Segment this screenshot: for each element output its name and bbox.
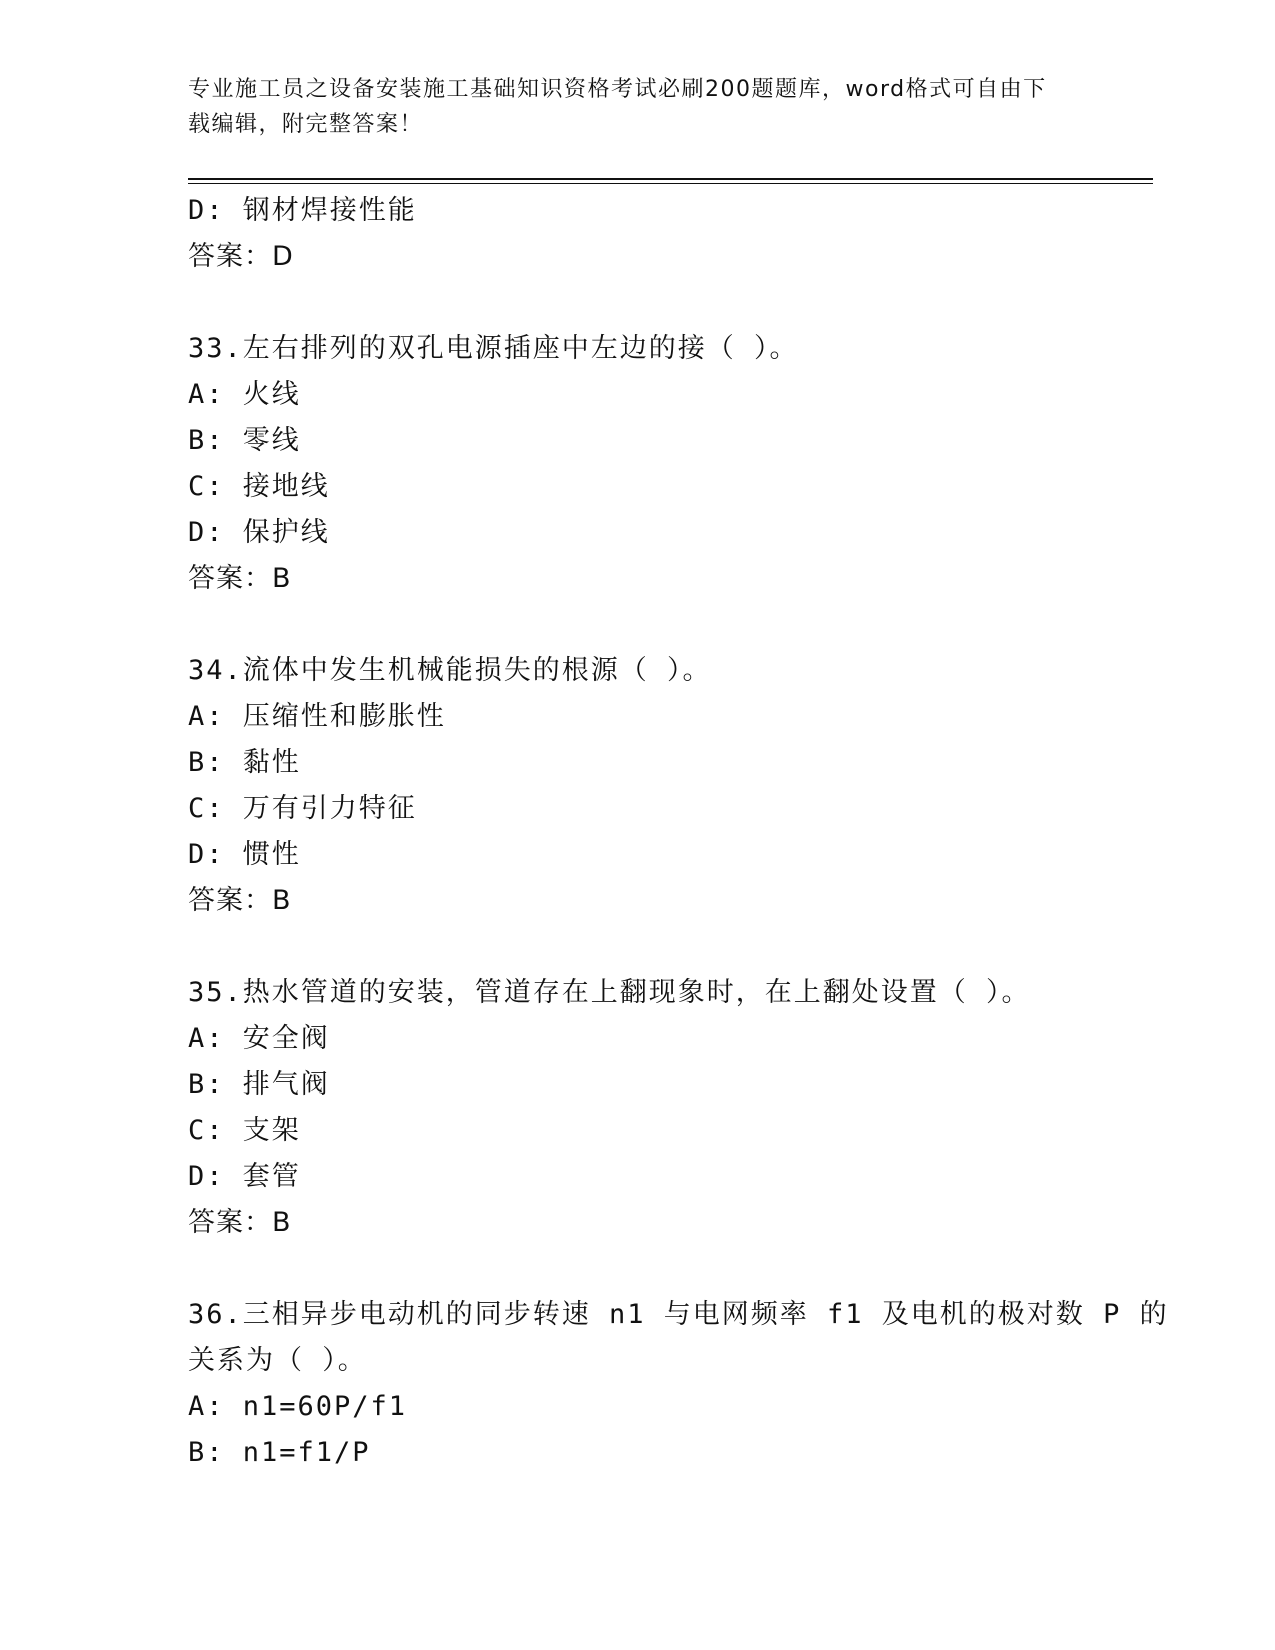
spacer bbox=[188, 1246, 1088, 1292]
question-34-option-a: A: 压缩性和膨胀性 bbox=[188, 701, 446, 732]
question-36-text-line-1: 36.三相异步电动机的同步转速 n1 与电网频率 f1 及电机的极对数 P 的 bbox=[188, 1299, 1169, 1330]
prev-question-option-d: D: 钢材焊接性能 bbox=[188, 195, 417, 226]
header-divider-bottom bbox=[188, 183, 1153, 184]
header-divider-top bbox=[188, 178, 1153, 180]
question-list bbox=[188, 188, 1169, 1476]
question-33-option-b: B: 零线 bbox=[188, 425, 301, 456]
question-36-text-line-2: 关系为（ ）。 bbox=[188, 1345, 367, 1376]
question-36-option-b: B: n1=f1/P bbox=[188, 1437, 371, 1468]
question-35-option-b: B: 排气阀 bbox=[188, 1069, 330, 1100]
spacer bbox=[188, 924, 1088, 970]
prev-question-answer: 答案：D bbox=[188, 241, 294, 272]
question-35-option-d: D: 套管 bbox=[188, 1161, 301, 1192]
question-34-answer: 答案：B bbox=[188, 885, 292, 916]
question-35-text: 35.热水管道的安装，管道存在上翻现象时，在上翻处设置（ ）。 bbox=[188, 977, 1031, 1008]
document-header: 专业施工员之设备安装施工基础知识资格考试必刷200题题库，word格式可自由下载编辑，附完整答案！ bbox=[188, 77, 1047, 137]
question-34-option-c: C: 万有引力特征 bbox=[188, 793, 417, 824]
question-36-option-a: A: n1=60P/f1 bbox=[188, 1391, 408, 1422]
question-34-text: 34.流体中发生机械能损失的根源（ ）。 bbox=[188, 655, 712, 686]
question-33-option-c: C: 接地线 bbox=[188, 471, 330, 502]
question-34-option-b: B: 黏性 bbox=[188, 747, 301, 778]
question-35-option-a: A: 安全阀 bbox=[188, 1023, 330, 1054]
question-33-option-d: D: 保护线 bbox=[188, 517, 330, 548]
question-34-option-d: D: 惯性 bbox=[188, 839, 301, 870]
spacer bbox=[188, 280, 1088, 326]
question-33-text: 33.左右排列的双孔电源插座中左边的接（ ）。 bbox=[188, 333, 799, 364]
spacer bbox=[188, 602, 1088, 648]
question-35-option-c: C: 支架 bbox=[188, 1115, 301, 1146]
question-35-answer: 答案：B bbox=[188, 1207, 292, 1238]
question-33-option-a: A: 火线 bbox=[188, 379, 301, 410]
question-33-answer: 答案：B bbox=[188, 563, 292, 594]
